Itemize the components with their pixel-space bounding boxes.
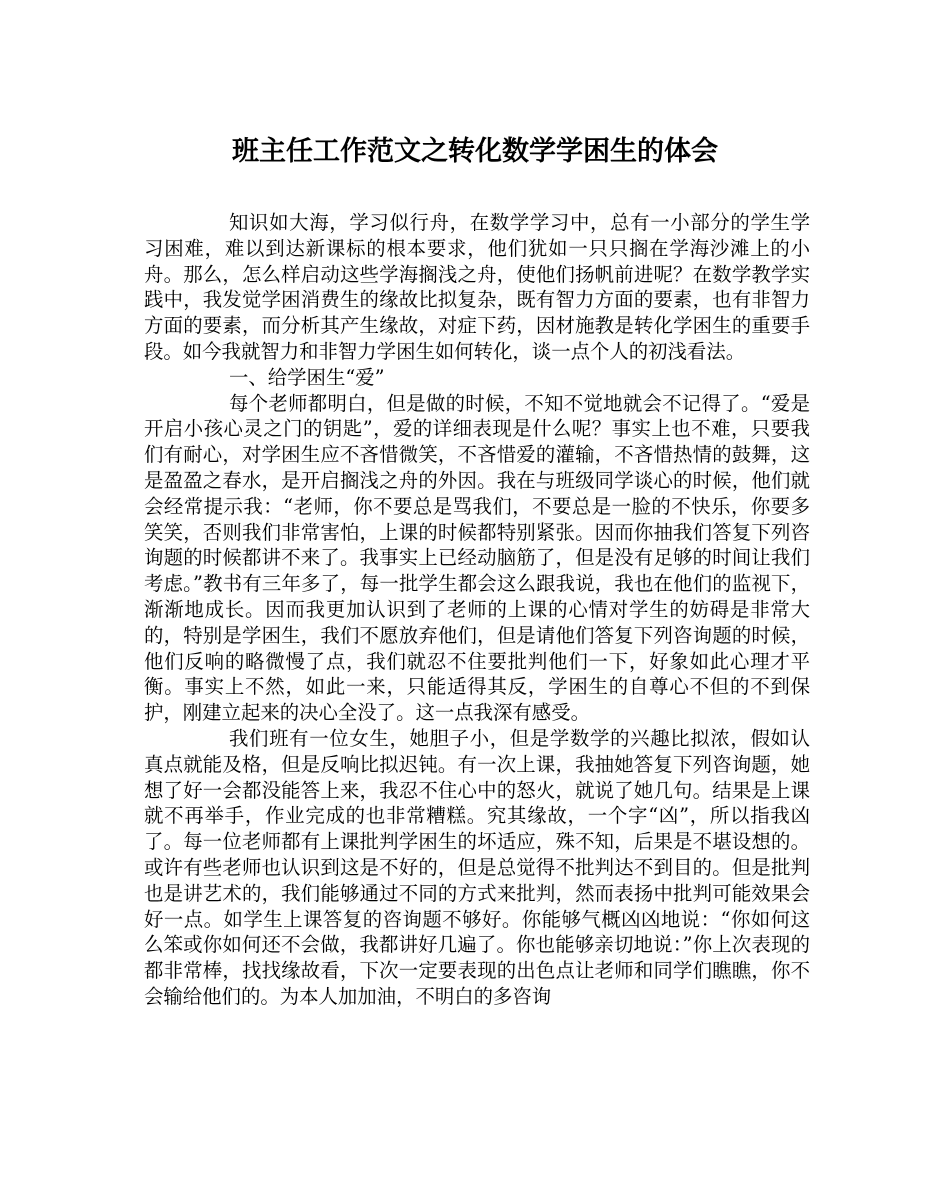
paragraph-example: 我们班有一位女生，她胆子小，但是学数学的兴趣比拟浓，假如认真点就能及格，但是反响比拟迟钝。有一次上课，我抽她答复下列咨询题，她想了好一会都没能答上来，我忍不住心中的怒火，就说了她几句。结果是上课就不再举手，作业完成的也非常糟糕。究其缘故，一个字“凶”，所以指我凶了。每一位老师都有上课批判学困生的坏适应，殊不知，后果是不堪设想的。或许有些老师也认识到这是不好的，但是总觉得不批判达不到目的。但是批判也是讲艺术的，我们能够通过不同的方式来批判，然而表扬中批判可能效果会好一点。如学生上课答复的咨询题不够好。你能够气概凶凶地说：“你如何这么笨或你如何还不会做，我都讲好几遍了。你也能够亲切地说：”你上次表现的都非常棒，找找缘故看，下次一定要表现的出色点让老师和同学们瞧瞧，你不会输给他们的。为本人加加油，不明白的多咨询 — [144, 726, 810, 1008]
document-body — [144, 210, 810, 1010]
paragraph-love: 每个老师都明白，但是做的时候，不知不觉地就会不记得了。“爱是开启小孩心灵之门的钥匙”，爱的详细表现是什么呢？事实上也不难，只要我们有耐心，对学困生应不吝惜微笑，不吝惜爱的灌输，不吝惜热情的鼓舞，这是盈盈之春水，是开启搁浅之舟的外因。我在与班级同学谈心的时候，他们就会经常提示我：“老师，你不要总是骂我们，不要总是一脸的不快乐，你要多笑笑，否则我们非常害怕，上课的时候都特别紧张。因而你抽我们答复下列咨询题的时候都讲不来了。我事实上已经动脑筋了，但是没有足够的时间让我们考虑。”教书有三年多了，每一批学生都会这么跟我说，我也在他们的监视下，渐渐地成长。因而我更加认识到了老师的上课的心情对学生的妨碍是非常大的，特别是学困生，我们不愿放弃他们，但是请他们答复下列咨询题的时候，他们反响的略微慢了点，我们就忍不住要批判他们一下，好象如此心理才平衡。事实上不然，如此一来，只能适得其反，学困生的自尊心不但的不到保护，刚建立起来的决心全没了。这一点我深有感受。 — [144, 391, 810, 725]
paragraph-intro: 知识如大海，学习似行舟，在数学学习中，总有一小部分的学生学习困难，难以到达新课标的根本要求，他们犹如一只只搁在学海沙滩上的小舟。那么，怎么样启动这些学海搁浅之舟，使他们扬帆前进呢？在数学教学实践中，我发觉学困消费生的缘故比拟复杂，既有智力方面的要素，也有非智力方面的要素，而分析其产生缘故，对症下药，因材施教是转化学困生的重要手段。如今我就智力和非智力学困生如何转化，谈一点个人的初浅看法。 — [144, 211, 810, 363]
section-heading-love: 一、给学困生“爱” — [229, 365, 385, 389]
document-title: 班主任工作范文之转化数学学困生的体会 — [232, 136, 718, 167]
